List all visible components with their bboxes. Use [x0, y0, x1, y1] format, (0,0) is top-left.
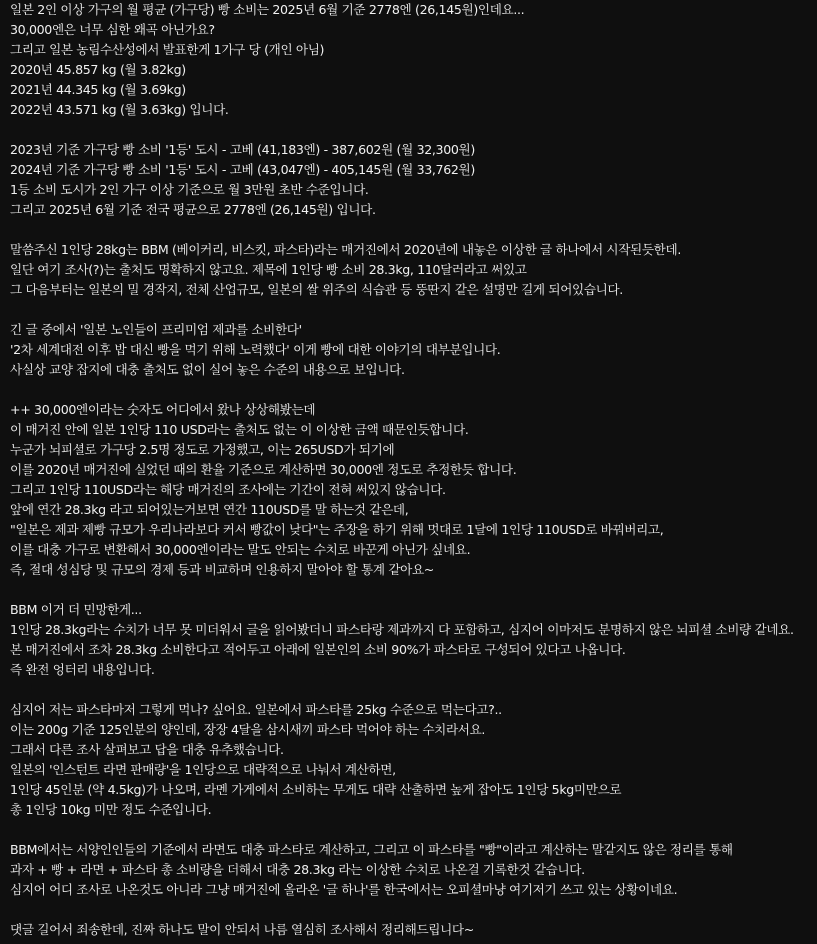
comment-line: 그래서 다른 조사 살펴보고 답을 대충 유추했습니다. [10, 742, 284, 757]
comment-line: 즉 완전 엉터리 내용입니다. [10, 662, 155, 677]
paragraph-gap [10, 680, 815, 700]
comment-line: ++ 30,000엔이라는 숫자도 어디에서 왔나 상상해봤는데 [10, 402, 316, 417]
comment-paragraph [10, 240, 815, 300]
comment-paragraph [10, 920, 815, 940]
comment-line: BBM 이거 더 민망한게... [10, 602, 142, 617]
comment-line: 2022년 43.571 kg (월 3.63kg) 입니다. [10, 102, 229, 117]
paragraph-gap [10, 120, 815, 140]
comment-line: 그리고 일본 농림수산성에서 발표한게 1가구 당 (개인 아님) [10, 42, 325, 57]
comment-line: 그리고 2025년 6월 기준 전국 평균으로 2778엔 (26,145원) 입니다. [10, 202, 376, 217]
comment-line: 2021년 44.345 kg (월 3.69kg) [10, 82, 186, 97]
comment-line: 사실상 교양 잡지에 대충 출처도 없이 실어 놓은 수준의 내용으로 보입니다. [10, 362, 405, 377]
paragraph-gap [10, 300, 815, 320]
comment-paragraph [10, 700, 815, 820]
comment-line: 심지어 저는 파스타마저 그렇게 먹나? 싶어요. 일본에서 파스타를 25kg 수준으로 먹는다고?.. [10, 702, 502, 717]
comment-line: 앞에 연간 28.3kg 라고 되어있는거보면 연간 110USD를 말 하는것 같은데, [10, 502, 409, 517]
comment-line: 즉, 절대 성심당 및 규모의 경제 등과 비교하며 인용하지 말아야 할 통계 같아요~ [10, 562, 434, 577]
paragraph-gap [10, 820, 815, 840]
comment-line: 그 다음부터는 일본의 밀 경작지, 전체 산업규모, 일본의 쌀 위주의 식습관 등 뚱딴지 같은 설명만 길게 되어있습니다. [10, 282, 623, 297]
comment-line: '2차 세계대전 이후 밥 대신 빵을 먹기 위해 노력했다' 이게 빵에 대한 이야기의 대부분입니다. [10, 342, 501, 357]
comment-line: 긴 글 중에서 '일본 노인들이 프리미엄 제과를 소비한다' [10, 322, 302, 337]
comment-line: 일본의 '인스턴트 라면 판매량'을 1인당으로 대략적으로 나눠서 계산하면, [10, 762, 396, 777]
comment-line: 누군가 뇌피셜로 가구당 2.5명 정도로 가정했고, 이는 265USD가 되기에 [10, 442, 395, 457]
comment-line: 말씀주신 1인당 28kg는 BBM (베이커리, 비스킷, 파스타)라는 매거진에서 2020년에 내놓은 이상한 글 하나에서 시작된듯한데. [10, 242, 681, 257]
comment-paragraph [10, 320, 815, 380]
comment-paragraph [10, 840, 815, 900]
comment-line: 일본 2인 이상 가구의 월 평균 (가구당) 빵 소비는 2025년 6월 기준 2778엔 (26,145원)인데요... [10, 2, 525, 17]
comment-line: 1인당 28.3kg라는 수치가 너무 못 미더워서 글을 읽어봤더니 파스타랑 제과까지 다 포함하고, 심지어 이마저도 분명하지 않은 뇌피셜 소비량 같네요. [10, 622, 794, 637]
comment-line: "일본은 제과 제빵 규모가 우리나라보다 커서 빵값이 낮다"는 주장을 하기 위해 멋대로 1달에 1인당 110USD로 바꿔버리고, [10, 522, 664, 537]
comment-line: 2023년 기준 가구당 빵 소비 '1등' 도시 - 고베 (41,183엔) - 387,602원 (월 32,300원) [10, 142, 475, 157]
comment-line: BBM에서는 서양인인들의 기준에서 라면도 대충 파스타로 계산하고, 그리고 이 파스타를 "빵"이라고 계산하는 말같지도 않은 정리를 통해 [10, 842, 733, 857]
comment-line: 2020년 45.857 kg (월 3.82kg) [10, 62, 186, 77]
paragraph-gap [10, 380, 815, 400]
comment-line: 이를 2020년 매거진에 실었던 때의 환율 기준으로 계산하면 30,000엔 정도로 추정한듯 합니다. [10, 462, 517, 477]
paragraph-gap [10, 580, 815, 600]
comment-line: 그리고 1인당 110USD라는 해당 매거진의 조사에는 기간이 전혀 써있지 않습니다. [10, 482, 446, 497]
comment-line: 일단 여기 조사(?)는 출처도 명확하지 않고요. 제목에 1인당 빵 소비 28.3kg, 110달러라고 써있고 [10, 262, 527, 277]
comment-line: 과자 + 빵 + 라면 + 파스타 총 소비량을 더해서 대충 28.3kg 라는 이상한 수치로 나온걸 기록한것 같습니다. [10, 862, 585, 877]
comment-paragraph [10, 400, 815, 580]
comment-line: 30,000엔은 너무 심한 왜곡 아닌가요? [10, 22, 215, 37]
comment-line: 1인당 45인분 (약 4.5kg)가 나오며, 라멘 가게에서 소비하는 무게도 대략 산출하면 높게 잡아도 1인당 5kg미만으로 [10, 782, 622, 797]
comment-line: 심지어 어디 조사로 나온것도 아니라 그냥 매거진에 올라온 '글 하나'를 한국에서는 오피셜마냥 여기저기 쓰고 있는 상황이네요. [10, 882, 678, 897]
comment-line: 이를 대충 가구로 변환해서 30,000엔이라는 말도 안되는 수치로 바꾼게 아닌가 싶네요. [10, 542, 471, 557]
comment-paragraph [10, 0, 815, 120]
comment-line: 댓글 길어서 죄송한데, 진짜 하나도 말이 안되서 나름 열심히 조사해서 정리해드립니다~ [10, 922, 474, 937]
comment-line: 2024년 기준 가구당 빵 소비 '1등' 도시 - 고베 (43,047엔) - 405,145원 (월 33,762원) [10, 162, 475, 177]
paragraph-gap [10, 900, 815, 920]
paragraph-gap [10, 220, 815, 240]
comment-text [10, 0, 815, 940]
comment-paragraph [10, 140, 815, 220]
comment-line: 1등 소비 도시가 2인 가구 이상 기준으로 월 3만원 초반 수준입니다. [10, 182, 369, 197]
comment-line: 총 1인당 10kg 미만 정도 수준입니다. [10, 802, 212, 817]
comment-paragraph [10, 600, 815, 680]
comment-line: 본 매거진에서 조차 28.3kg 소비한다고 적어두고 아래에 일본인의 소비 90%가 파스타로 구성되어 있다고 나옵니다. [10, 642, 626, 657]
comment-line: 이 매거진 안에 일본 1인당 110 USD라는 출처도 없는 이 이상한 금액 때문인듯합니다. [10, 422, 469, 437]
comment-line: 이는 200g 기준 125인분의 양인데, 장장 4달을 삼시새끼 파스타 먹어야 하는 수치라서요. [10, 722, 486, 737]
